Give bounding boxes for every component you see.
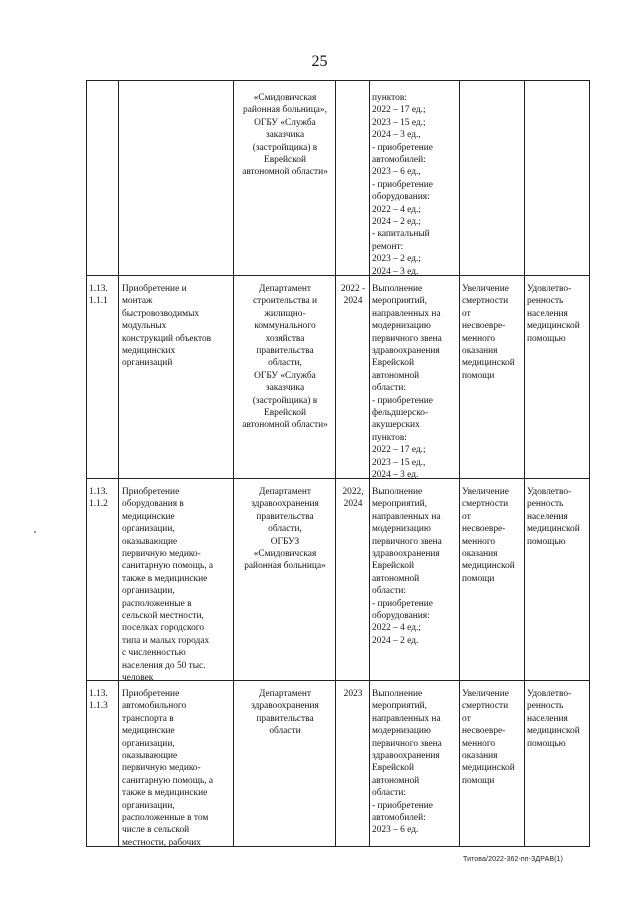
continuation-activities-cell: пунктов: 2022 – 17 ед.; 2023 – 15 ед.; 2024 – 3 ед., - приобретение автомобилей: 2023 – 6 ед., - приобретение оборудования: 2022 – 4 ед.; 2024 – 2 ед.; - капитальный ремонт: 2023 – 2 ед.; 2024 – 3 ед. bbox=[372, 93, 433, 277]
consequences-cell: Увеличение смертности от несвоевре- менного оказания медицинской помощи bbox=[462, 689, 515, 786]
indicator-cell: Удовлетво- ренность населения медицинской помощью bbox=[527, 284, 580, 344]
document-footer-code: Титова/2022-362-пп-ЗДРАВ(1) bbox=[463, 856, 563, 863]
activities-cell: Выполнение мероприятий, направленных на модернизацию первичного звена здравоохранения Еврейской автономной области: - приобретение оборудования: 2022 – 4 ед.; 2024 – 2 ед. bbox=[372, 487, 442, 646]
row-number-cell: 1.13. 1.1.1 bbox=[89, 284, 108, 307]
years-cell: 2023 bbox=[343, 689, 363, 699]
measure-name-cell: Приобретение и монтаж быстровозводимых модульных конструкций объектов медицинских организаций bbox=[122, 284, 212, 369]
years-cell: 2022 - 2024 bbox=[340, 284, 366, 307]
indicator-cell: Удовлетво- ренность населения медицинской помощью bbox=[527, 487, 580, 547]
measure-name-cell: Приобретение оборудования в медицинские организации, оказывающие первичную медико- санитарную помощь, а также в медицинские организации, расположенные в сельской местности, поселках городского типа и малых городах с численностью населения до 50 тыс. человек bbox=[122, 487, 214, 684]
scan-speck bbox=[34, 531, 36, 533]
measures-table bbox=[86, 80, 590, 847]
measure-name-cell: Приобретение автомобильного транспорта в медицинские организации, оказывающие первичную медико- санитарную помощь, а также в медицинские организации, расположенные в том числе в сельской местности, рабочих bbox=[122, 689, 214, 848]
years-cell: 2022, 2024 bbox=[342, 487, 364, 510]
executor-cell: Департамент здравоохранения правительства области bbox=[251, 689, 319, 737]
indicator-cell: Удовлетво- ренность населения медицинской помощью bbox=[527, 689, 580, 749]
executor-cell: Департамент здравоохранения правительства области, ОГБУЗ «Смидовичская районная больница» bbox=[244, 487, 326, 572]
row-number-cell: 1.13. 1.1.2 bbox=[89, 487, 108, 510]
consequences-cell: Увеличение смертности от несвоевре- менного оказания медицинской помощи bbox=[462, 487, 515, 584]
executor-cell: Департамент строительства и жилищно- коммунального хозяйства правительства области, ОГБУ «Служба заказчика (застройщика) в Еврейской автономной области» bbox=[242, 284, 328, 431]
page-number: 25 bbox=[311, 53, 328, 70]
activities-cell: Выполнение мероприятий, направленных на модернизацию первичного звена здравоохранения Еврейской автономной области: - приобретение фельдшерско- акушерских пунктов: 2022 – 17 ед.; 2023 – 15 ед., 2024 – 3 ед. bbox=[372, 284, 442, 481]
row-number-cell: 1.13. 1.1.3 bbox=[89, 689, 108, 712]
activities-cell: Выполнение мероприятий, направленных на модернизацию первичного звена здравоохранения Еврейской автономной области: - приобретение автомобилей: 2023 – 6 ед. bbox=[372, 689, 442, 836]
consequences-cell: Увеличение смертности от несвоевре- менного оказания медицинской помощи bbox=[462, 284, 515, 381]
continuation-executor-cell: «Смидовичская районная больница», ОГБУ «Служба заказчика (застройщика) в Еврейской автономной области» bbox=[242, 93, 328, 178]
